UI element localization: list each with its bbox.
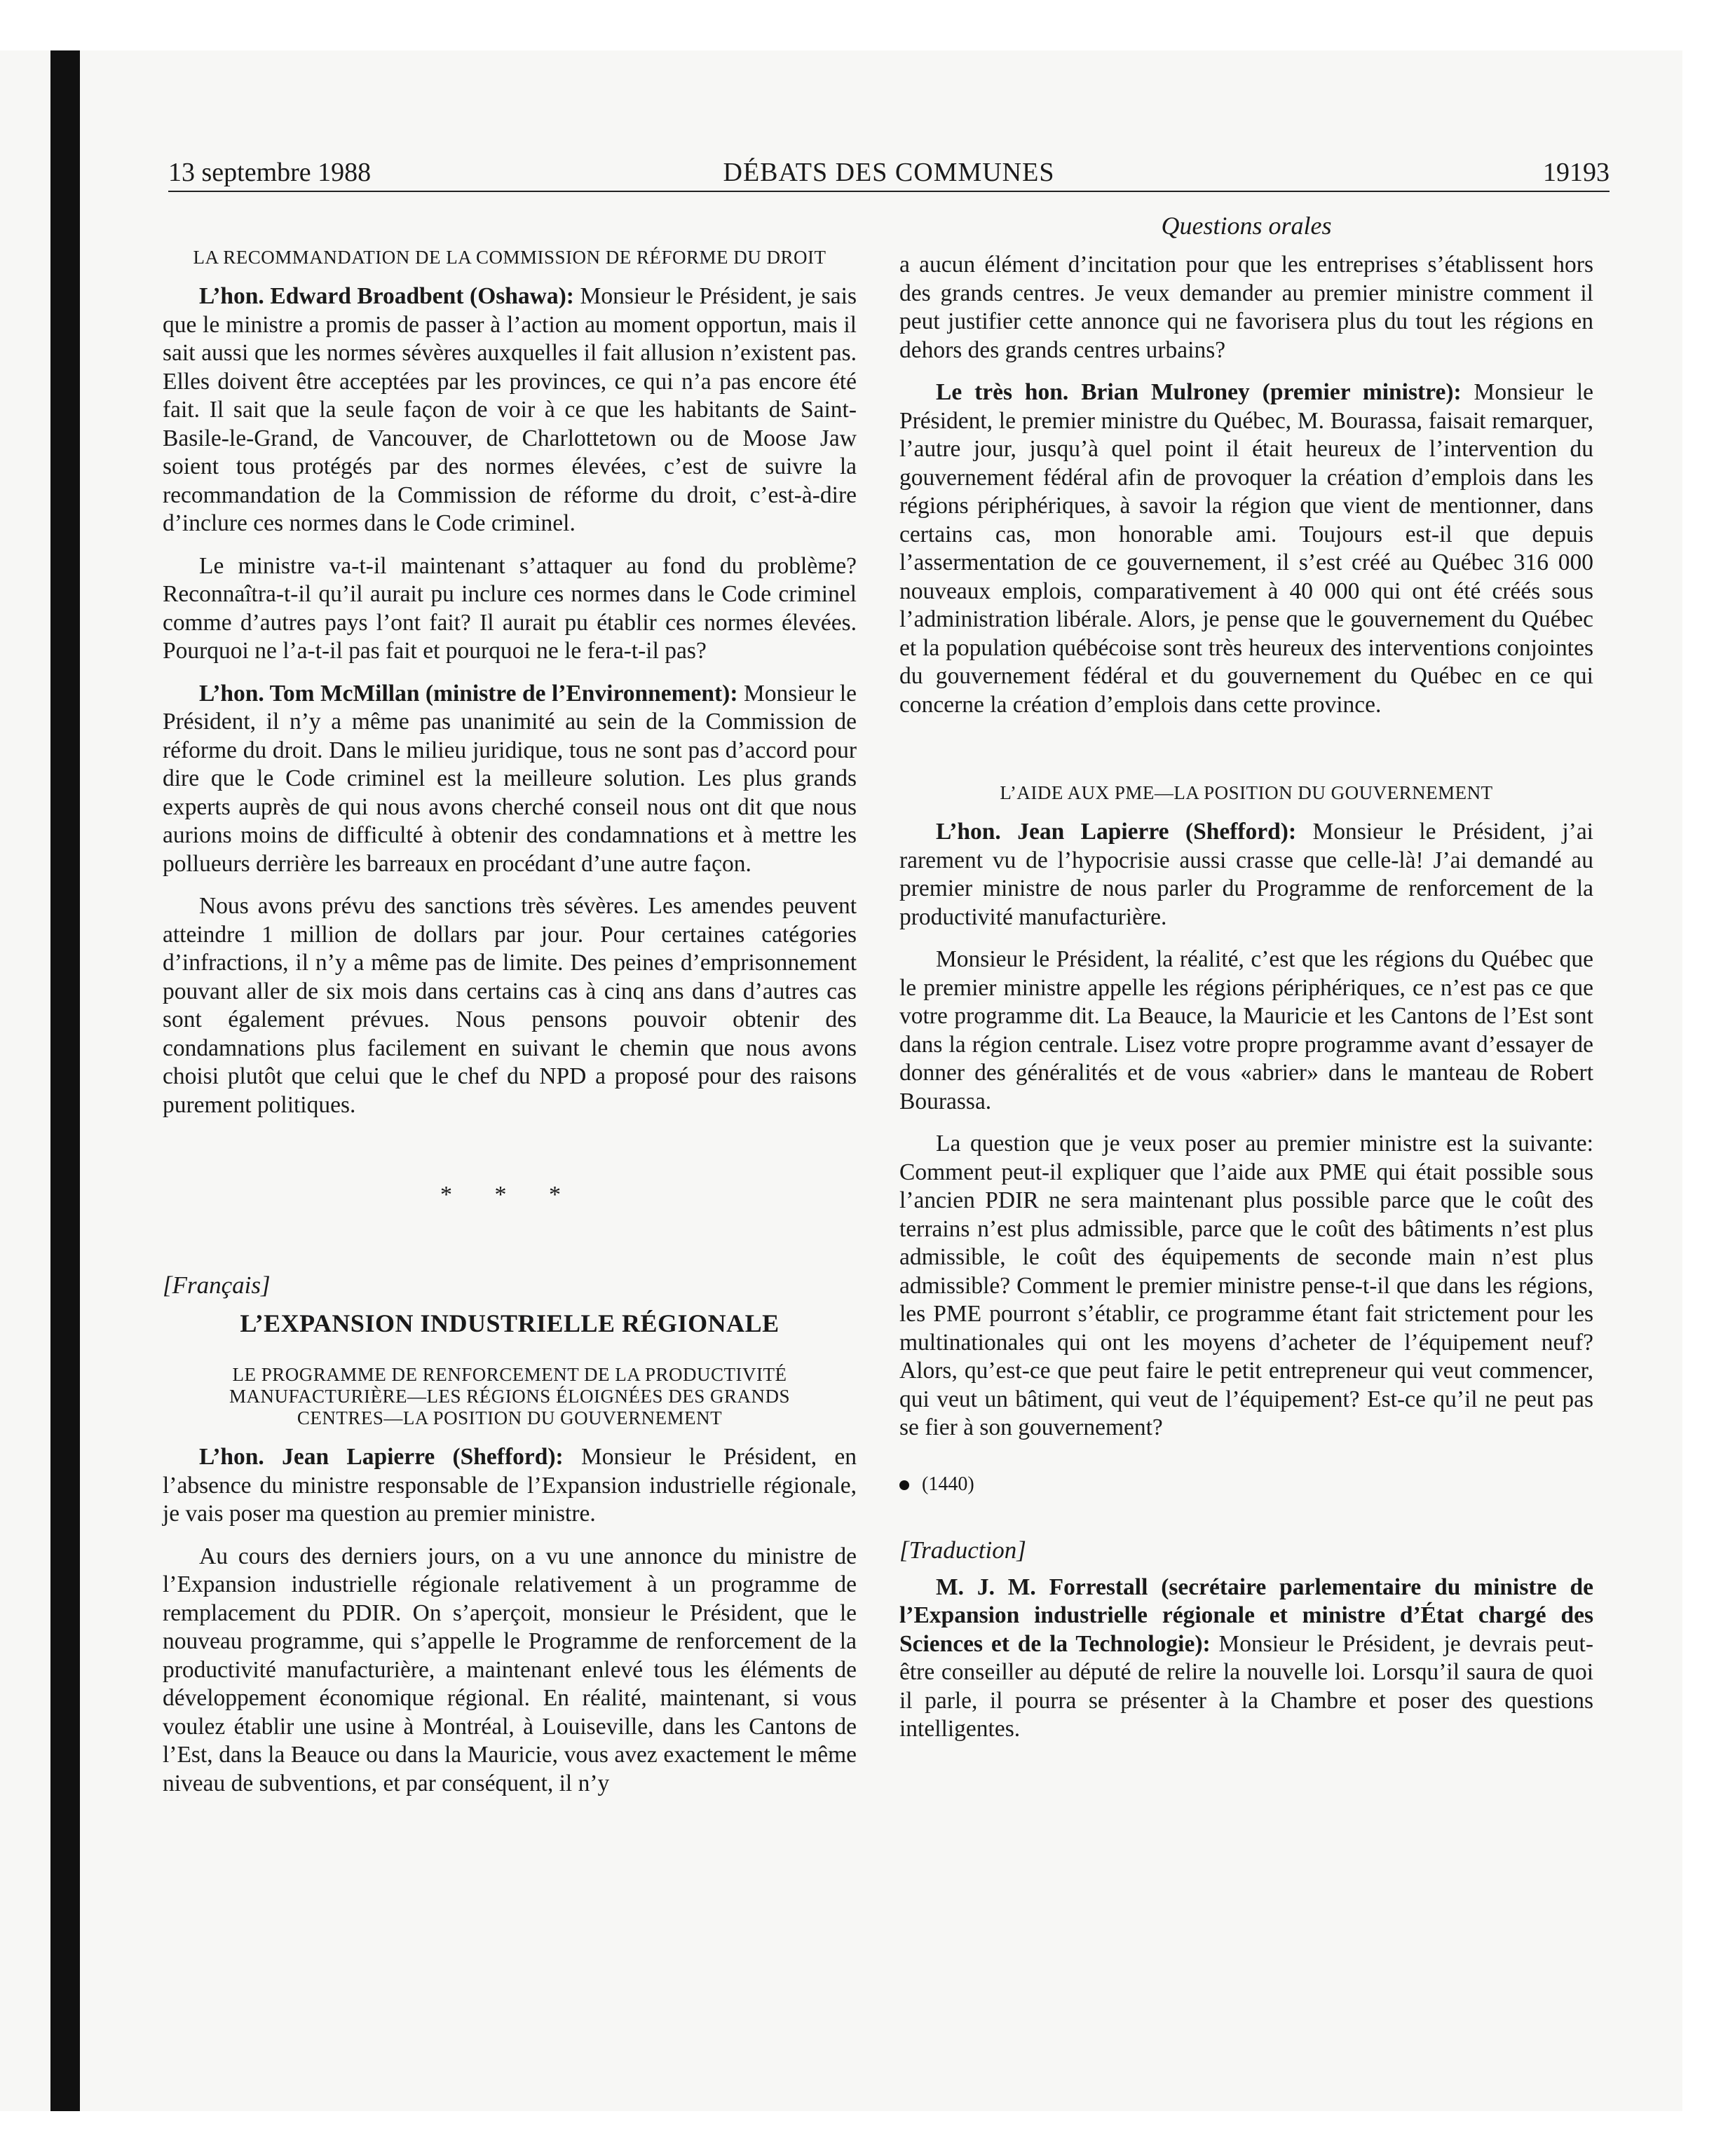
speaker-name: L’hon. Tom McMillan (ministre de l’Environnement): — [199, 680, 738, 707]
paragraph: a aucun élément d’incitation pour que les entreprises s’établissent hors des grands centres. Je veux demander au premier ministre comment il peut justifier cette annonce qui ne favorisera plus du tout les régions en dehors des grands centres urbains? — [899, 252, 1593, 363]
page-number: 19193 — [1543, 158, 1610, 187]
paragraph — [899, 1574, 1593, 1744]
paragraph — [163, 680, 857, 879]
scan-binding-edge — [50, 50, 80, 2111]
right-column — [899, 210, 1593, 1758]
bullet-icon — [899, 1480, 909, 1490]
header-rule — [168, 191, 1610, 192]
speaker-name: Le très hon. Brian Mulroney (premier ministre): — [936, 379, 1462, 405]
language-marker: [Traduction] — [899, 1536, 1026, 1564]
speaker-name: L’hon. Jean Lapierre (Shefford): — [199, 1444, 564, 1470]
paragraph — [163, 1443, 857, 1529]
section-title: L’EXPANSION INDUSTRIELLE RÉGIONALE — [240, 1309, 780, 1337]
speech-text: Monsieur le Président, je devrais peut-être conseiller au député de relire la nouvelle loi. Lorsqu’il saura de quoi il parle, il pourra se présenter à la Chambre et poser des questions intelligentes. — [899, 1630, 1593, 1742]
time-marker — [899, 1471, 1593, 1499]
running-head: Questions orales — [1161, 212, 1332, 240]
paragraph: Monsieur le Président, la réalité, c’est que les régions du Québec que le premier ministre appelle les régions périphériques, ce n’est pas ce que votre programme dit. La Beauce, la Mauricie et les Cantons de l’Est sont dans la région centrale. Lisez votre propre programme avant d’essayer de donner des généralités et de vous «abrier» dans le manteau de Robert Bourassa. — [899, 946, 1593, 1114]
header-title: DÉBATS DES COMMUNES — [723, 158, 1055, 187]
speaker-name: L’hon. Edward Broadbent (Oshawa): — [199, 283, 574, 309]
paragraph — [899, 818, 1593, 932]
header-date: 13 septembre 1988 — [168, 158, 372, 187]
speaker-name: M. J. M. Forrestall (secrétaire parlementaire du ministre de l’Expansion industrielle régionale et ministre d’État chargé des Sciences et de la Technologie): — [899, 1574, 1593, 1657]
speech-text: Monsieur le Président, je sais que le ministre a promis de passer à l’action au moment opportun, mais il sait aussi que les normes sévères auxquelles il fait allusion n’existent pas. Elles doivent être acceptées par les provinces, ce qui n’a pas encore été fait. Il sait que la seule façon de voir à ce que les habitants de Saint-Basile-le-Grand, de Vancouver, de Charlottetown ou de Moose Jaw soient tous protégés par des normes élevées, c’est de suivre la recommandation de la Commission de réforme du droit, c’est-à-dire d’inclure ces normes dans le Code criminel. — [163, 283, 857, 536]
speaker-name: L’hon. Jean Lapierre (Shefford): — [936, 819, 1297, 845]
paragraph — [899, 378, 1593, 719]
speech-text: Monsieur le Président, j’ai rarement vu de l’hypocrisie aussi crasse que celle-là! J’ai demandé au premier ministre de nous parler du Programme de renforcement de la productivité manufacturière. — [899, 819, 1593, 930]
subheading-productivity-program: LE PROGRAMME DE RENFORCEMENT DE LA PRODUCTIVITÉ MANUFACTURIÈRE—LES RÉGIONS ÉLOIGNÉES DES GRANDS CENTRES—LA POSITION DU GOUVERNEMENT — [229, 1364, 790, 1428]
page-header — [168, 156, 1610, 191]
subheading-sme-aid: L’AIDE AUX PME—LA POSITION DU GOUVERNEMENT — [1000, 782, 1493, 803]
paragraph: La question que je veux poser au premier ministre est la suivante: Comment peut-il expliquer que l’aide aux PME qui était possible sous l’ancien PDIR ne sera maintenant plus possible parce que le coût des terrains n’est plus admissible, parce que le coût des bâtiments n’est plus admissible, le coût des équipements de seconde main n’est plus admissible? Comment le premier ministre pense-t-il que dans les régions, les PME pourront s’établir, ce programme étant fait strictement pour les multinationales qui ont les moyens d’acheter de l’équipement neuf? Alors, qu’est-ce que peut faire le petit entrepreneur qui veut commencer, qui veut un bâtiment, qui veut de l’équipement? Est-ce qu’il ne peut pas se fier à son gouvernement? — [899, 1131, 1593, 1440]
time-stamp: (1440) — [922, 1473, 974, 1495]
left-column — [163, 247, 857, 1812]
paragraph: Nous avons prévu des sanctions très sévères. Les amendes peuvent atteindre 1 million de dollars par jour. Pour certaines catégories d’infractions, il n’y a même pas de limite. Des peines d’emprisonnement pouvant aller de six mois dans certains cas à cinq ans dans d’autres cas sont également prévues. Nous pensons pouvoir obtenir des condamnations plus facilement en suivant le chemin que nous avons choisi plutôt que celui que le chef du NPD a proposé pour des raisons purement politiques. — [163, 893, 857, 1118]
paragraph: Au cours des derniers jours, on a vu une annonce du ministre de l’Expansion industrielle régionale relativement à un programme de remplacement du PDIR. On s’aperçoit, monsieur le Président, que le nouveau programme, qui s’appelle le Programme de renforcement de la productivité manufacturière, a maintenant enlevé tous les éléments de développement économique régional. En réalité, maintenant, si vous voulez établir une usine à Montréal, à Louiseville, dans les Cantons de l’Est, dans la Beauce ou dans la Mauricie, vous avez exactement le même niveau de subventions, et par conséquent, il n’y — [163, 1543, 857, 1796]
speech-text: Monsieur le Président, en l’absence du ministre responsable de l’Expansion industrielle régionale, je vais poser ma question au premier ministre. — [163, 1444, 857, 1527]
speech-text: Monsieur le Président, le premier ministre du Québec, M. Bourassa, faisait remarquer, l’autre jour, jusqu’à quel point il était heureux de l’intervention du gouvernement fédéral afin de provoquer la création d’emplois dans les régions périphériques, à savoir la région que vient de mentionner, dans certains cas, mon honorable ami. Toujours est-il que depuis l’assermentation de ce gouvernement, il s’est créé au Québec 316 000 nouveaux emplois, comparativement à 40 000 qui ont été créés sous l’administration libérale. Alors, je pense que le gouvernement du Québec et la population québécoise sont très heureux des interventions conjointes du gouvernement fédéral et du gouvernement du Québec en ce qui concerne la création d’emplois dans cette province. — [899, 379, 1593, 718]
speech-text: Monsieur le Président, il n’y a même pas unanimité au sein de la Commission de réforme du droit. Dans le milieu juridique, tous ne sont pas d’accord pour dire que le Code criminel est la meilleure solution. Les plus grands experts auprès de qui nous avons cherché conseil nous ont dit que nous aurions moins de difficulté à obtenir des condamnations et à mettre les pollueurs derrière les barreaux en procédant d’une autre façon. — [163, 680, 857, 877]
paragraph: Le ministre va-t-il maintenant s’attaquer au fond du problème? Reconnaîtra-t-il qu’il aurait pu inclure ces normes dans le Code criminel comme d’autres pays l’ont fait? Il aurait pu établir ces normes élevées. Pourquoi ne l’a-t-il pas fait et pourquoi ne le fera-t-il pas? — [163, 552, 857, 664]
subheading-law-reform: LA RECOMMANDATION DE LA COMMISSION DE RÉFORME DU DROIT — [193, 247, 826, 268]
section-separator: * * * — [440, 1182, 579, 1208]
paragraph — [163, 282, 857, 538]
language-marker: [Français] — [163, 1271, 271, 1299]
